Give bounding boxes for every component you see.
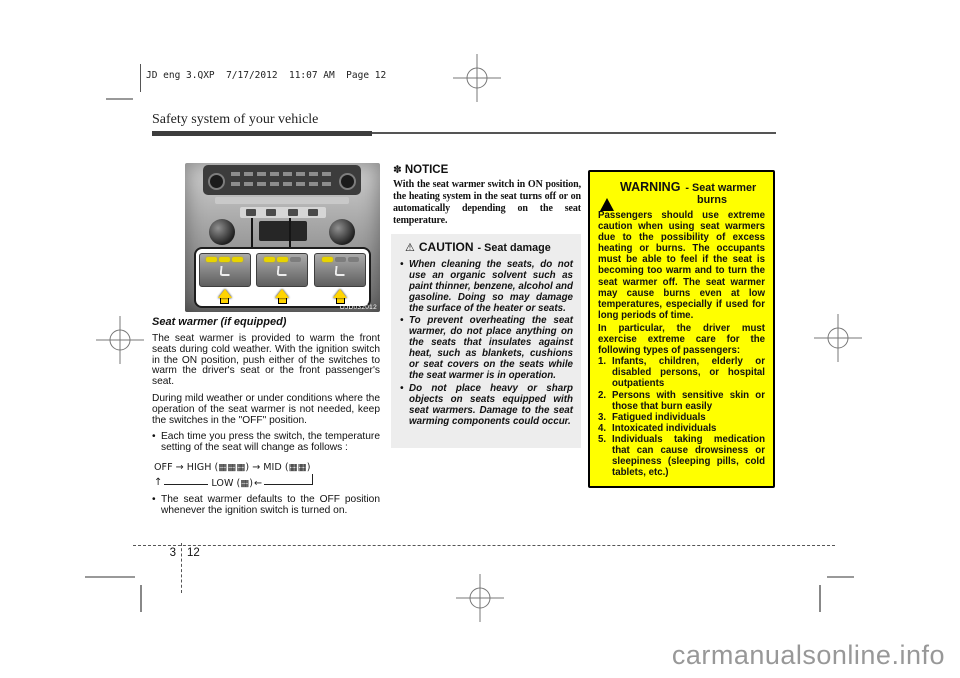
warning-list-item: 2. Persons with sensitive skin or those that burn easily <box>598 389 765 412</box>
registration-mark-bottom <box>456 574 504 627</box>
temperature-cycle-diagram <box>154 462 380 489</box>
crop-mark-bottom-right-vertical <box>819 585 821 612</box>
item-number: 4. <box>598 422 607 434</box>
audio-unit <box>203 165 361 195</box>
climate-button-strip <box>240 207 326 218</box>
left-arrow: ← <box>254 477 263 489</box>
warning-box <box>588 170 775 488</box>
warning-subtitle: - Seat warmer <box>685 182 757 194</box>
led-indicator <box>322 257 333 262</box>
caution-bullet: • Do not place heavy or sharp objects on seats equipped with seat warmers. Damage to the seat warming components could occur. <box>399 383 573 427</box>
crop-mark-bottom-left-horizontal <box>85 576 135 578</box>
caution-header <box>399 241 573 255</box>
chapter-number: 3 <box>169 547 176 559</box>
led-indicator <box>232 257 243 262</box>
bullet-item: • Each time you press the switch, the temperature setting of the seat will change as follows : <box>152 431 380 454</box>
caution-bullet: • To prevent overheating the seat warmer, do not place anything on the seats that insulates against heat, such as blankets, cushions or seat covers on the seats while the seat warmer is in operation. <box>399 315 573 382</box>
seat-warmer-icon <box>277 266 288 276</box>
led-indicator-row <box>264 257 301 262</box>
switch-inset-panel <box>194 247 371 308</box>
notice-title: NOTICE <box>404 164 449 176</box>
switch-body <box>314 253 366 287</box>
seat-warmer-switch <box>314 253 366 306</box>
column-seat-warmer <box>152 163 380 517</box>
up-arrow-indicator <box>218 289 232 304</box>
warning-list <box>598 356 765 478</box>
led-indicator-row <box>322 257 359 262</box>
crop-mark-bottom-right-horizontal <box>827 576 854 578</box>
body-paragraph: During mild weather or under conditions where the operation of the seat warmer is not needed, keep the switches in the "OFF" position. <box>152 392 380 426</box>
up-arrow-indicator <box>333 289 347 304</box>
led-indicator <box>290 257 301 262</box>
switch-body <box>256 253 308 287</box>
switch-body <box>199 253 251 287</box>
title-rule-thick <box>152 131 372 136</box>
warning-triangle-icon: ! <box>600 181 615 194</box>
callout-line <box>251 218 253 248</box>
led-indicator <box>335 257 346 262</box>
warning-list-item: 3. Fatigued individuals <box>598 411 706 423</box>
cycle-line2 <box>154 474 380 489</box>
registration-mark-left <box>96 316 144 369</box>
crop-mark-bottom-left-vertical <box>140 585 142 612</box>
item-number: 2. <box>598 389 607 401</box>
caution-subtitle: - Seat damage <box>477 241 551 254</box>
led-indicator <box>277 257 288 262</box>
registration-mark-right <box>814 314 862 367</box>
seat-warmer-icon <box>219 266 230 276</box>
fold-line-horizontal <box>133 545 835 546</box>
cycle-line1: OFF → HIGH (▦▦▦) → MID (▦▦) <box>154 461 311 473</box>
photo-code: OJD032012 <box>339 304 377 311</box>
warning-subtitle-line2: burns <box>697 194 727 206</box>
crop-mark-top-left-vertical <box>140 64 141 92</box>
warning-header <box>598 180 765 195</box>
vent-strip <box>215 197 349 204</box>
led-indicator <box>219 257 230 262</box>
audio-knob-left <box>208 173 225 190</box>
item-number: 1. <box>598 356 607 368</box>
warning-title: WARNING <box>620 180 681 194</box>
led-indicator <box>264 257 275 262</box>
bullet-item: • The seat warmer defaults to the OFF position whenever the ignition switch is turned on. <box>152 493 380 516</box>
warning-list-item: 4. Intoxicated individuals <box>598 422 717 434</box>
warning-list-item: 1. Infants, children, elderly or disabled persons, or hospital outpatients <box>598 356 765 390</box>
climate-knob-left <box>209 219 235 245</box>
item-number: 3. <box>598 411 607 423</box>
warning-triangle-icon: ⚠ <box>405 241 415 254</box>
low-label: LOW (▦) <box>211 477 254 489</box>
caution-title: CAUTION <box>418 240 474 254</box>
caution-bullet-list <box>399 259 573 427</box>
dashboard-photo <box>185 163 380 312</box>
caution-box <box>391 234 581 448</box>
section-title: Safety system of your vehicle <box>152 112 319 127</box>
title-rule-thin <box>372 132 776 134</box>
audio-button-row <box>231 182 331 186</box>
print-proof-header: JD eng 3.QXP 7/17/2012 11:07 AM Page 12 <box>146 70 387 81</box>
warning-list-item: 5. Individuals taking medication that can cause drowsiness or sleepiness (sleeping pills, cold tablets, etc.) <box>598 433 765 479</box>
item-number: 5. <box>598 433 607 445</box>
caution-bullet: • When cleaning the seats, do not use an organic solvent such as paint thinner, benzene, alcohol and gasoline. Doing so may damage the surface of the heater or seats. <box>399 259 573 314</box>
callout-line <box>289 218 291 248</box>
body-paragraph: The seat warmer is provided to warm the front seats during cold weather. With the ignition switch in the ON position, push either of the switches to warm the driver's seat or the front passenger's seat. <box>152 333 380 388</box>
bullet-marker: • <box>152 431 156 443</box>
figure-caption: Seat warmer (if equipped) <box>152 316 287 328</box>
climate-display <box>259 221 307 241</box>
climate-knob-right <box>329 219 355 245</box>
crop-mark-top-left-horizontal <box>106 98 133 100</box>
notice-section <box>393 164 581 227</box>
connector-line <box>164 476 208 485</box>
connector-corner <box>264 474 313 485</box>
audio-button-row <box>231 172 331 176</box>
page-number: 12 <box>187 547 200 559</box>
up-arrow: ↑ <box>154 476 163 488</box>
led-indicator-row <box>206 257 243 262</box>
led-indicator <box>206 257 217 262</box>
warning-paragraph: In particular, the driver must exercise extreme care for the following types of passengers: <box>598 322 765 357</box>
bullet-marker: • <box>152 493 156 505</box>
warning-paragraph: Passengers should use extreme caution when using seat warmers due to the possibility of excess heating or burns. The occupants must be able to feel if the seat is becoming too warm and to turn the seat warmer off. The seat warmer may cause burns even at low temperatures, especially if used for long periods of time. <box>598 210 765 321</box>
watermark: carmanualsonline.info <box>671 640 945 670</box>
fold-line-vertical <box>181 543 182 593</box>
notice-flower-icon: ✽ <box>393 164 402 176</box>
notice-header <box>393 164 581 176</box>
notice-body: With the seat warmer switch in ON position, the heating system in the seat turns off or on automatically depending on the seat temperature. <box>393 179 581 226</box>
registration-mark-top <box>453 54 501 107</box>
up-arrow-indicator <box>275 289 289 304</box>
seat-warmer-icon <box>335 266 346 276</box>
led-indicator <box>348 257 359 262</box>
seat-warmer-switch <box>199 253 251 306</box>
seat-warmer-switch <box>256 253 308 306</box>
audio-knob-right <box>339 173 356 190</box>
